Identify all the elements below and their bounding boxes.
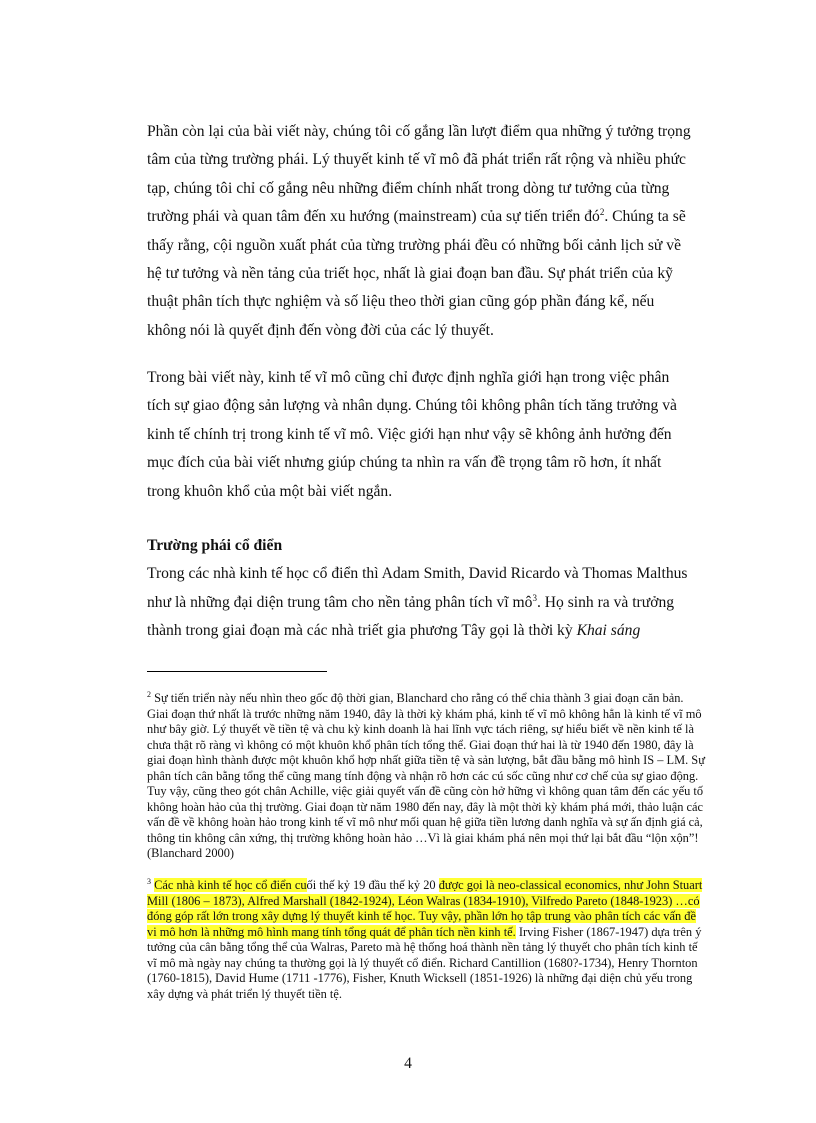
paragraph-2-text: Trong bài viết này, kinh tế vĩ mô cũng chỉ được định nghĩa giới hạn trong việc phân tích sự giao động sản lượng và nhân dụng. Chúng tôi không phân tích tăng trưởng và kinh tế chính trị trong kinh tế vĩ mô. Việc giới hạn như vậy sẽ không ảnh hưởng đến mục đích của bài viết nhưng giúp chúng ta nhìn ra vấn đề trọng tâm rõ hơn, ít nhất trong khuôn khổ của một bài viết ngắn. — [147, 369, 677, 500]
footnote-ref-3[interactable]: 3 — [532, 592, 537, 603]
paragraph-1 — [147, 118, 695, 345]
page-number: 4 — [404, 1055, 412, 1072]
footnote-3-number: 3 — [147, 876, 151, 886]
section-text-cont: . Họ sinh ra và trưởng thành trong giai đoạn mà các nhà triết gia phương Tây gọi là thời kỳ — [147, 593, 675, 640]
paragraph-2 — [147, 364, 695, 506]
paragraph-1-text-cont: . Chúng ta sẽ thấy rằng, cội nguồn xuất phát của từng trường phái đều có những bối cảnh lịch sử về hệ tư tưởng và nền tảng của triết học, nhất là giai đoạn ban đầu. Sự phát triển của kỹ thuật phân tích thực nghiệm và số liệu theo thời gian cũng góp phần đáng kể, nếu không nói là quyết định đến vòng đời của các lý thuyết. — [147, 208, 686, 339]
footnote-3 — [147, 878, 705, 1002]
footnote-3-text-1: ối thế kỷ 19 đầu thế kỷ 20 — [306, 878, 439, 892]
paragraph-1-text: Phần còn lại của bài viết này, chúng tôi cố gắng lần lượt điểm qua những ý tưởng trọng tâm của từng trường phái. Lý thuyết kinh tế vĩ mô đã phát triển rất rộng và nhiều phức tạp, chúng tôi chỉ cố gắng nêu những điểm chính nhất trong dòng tư tưởng của từng trường phái và quan tâm đến xu hướng (mainstream) của sự tiến triển đó — [147, 123, 691, 226]
section-text: Trong các nhà kinh tế học cổ điển thì Adam Smith, David Ricardo và Thomas Malthus như là những đại diện trung tâm cho nền tảng phân tích vĩ mô — [147, 565, 688, 611]
section-classical — [147, 532, 695, 646]
footnote-ref-2[interactable]: 2 — [599, 207, 605, 218]
footnote-3-highlight-2: được gọi là neo-classical economics, như John Stuart Mill (1806 – 1873), Alfred Marshall (1842-1924), Léon Walras (1834-1910), Vilfredo Pareto (1848-1923) …có đóng góp rất lớn trong xây dựng lý thuyết kinh tế học. Tuy vậy, phần lớn họ tập trung vào phân tích các vấn đề vi mô hơn là những mô hình mang tính tổng quát để phân tích nền kinh tế. — [147, 878, 703, 939]
footnote-3-text-2: Irving Fisher (1867-1947) dựa trên ý tưởng của cân bằng tổng thể của Walras, Pareto mà hệ thống hoá thành nền tảng lý thuyết cho phân tích kinh tế vĩ mô mà ngày nay chúng ta thường gọi là lý thuyết cổ điển. Richard Cantillion (1680?-1734), Henry Thornton (1760-1815), David Hume (1711 -1776), Fisher, Knuth Wicksell (1851-1926) là những đại diện chủ yếu trong xây dựng và phát triển lý thuyết tiền tệ. — [147, 924, 702, 1001]
footnote-3-highlight-1: Các nhà kinh tế học cổ điển cu — [154, 878, 307, 892]
footnote-2 — [147, 691, 705, 862]
section-italic-term: Khai sáng — [576, 622, 641, 640]
footnote-separator — [147, 671, 327, 672]
footnote-2-text: Sự tiến triển này nếu nhìn theo gốc độ thời gian, Blanchard cho rằng có thể chia thành 3 giai đoạn căn bản. Giai đoạn thứ nhất là trước những năm 1940, đây là thời kỳ khám phá, kinh tế vĩ mô không hẳn là kinh tế vĩ mô như bây giờ. Lý thuyết về tiền tệ và chu kỳ kinh doanh là hai lĩnh vực tách riêng, sự hiểu biết về nền kinh tế là chưa thật rõ ràng vì không có một khuôn khổ phân tích tổng thể. Giai đoạn thứ hai là từ 1940 đến 1980, đây là giai đoạn hình thành được một khuôn khổ hợp nhất giữa tiền tệ và sản lượng, bắt đầu bằng mô hình IS – LM. Sự phân tích cân bằng tổng thể cũng mang tính động và nhận rõ hơn các cú sốc cũng như cơ chế của sự giao động. Tuy vậy, cũng theo gót chân Achille, việc giải quyết vấn đề cũng còn hở hững vì không quan tâm đến các yếu tố không hoàn hảo của thị trường. Giai đoạn từ năm 1980 đến nay, đây là một thời kỳ khám phá mới, thảo luận các vấn đề về không hoàn hảo trong kinh tế vĩ mô như mối quan hệ giữa tiền lương danh nghĩa và sự ấn định giá cả, thông tin không cân xứng, thị trường không hoàn hảo …Vì là giai khám phá nên mọi thứ lại bắt đầu “lộn xộn”! (Blanchard 2000) — [147, 691, 705, 860]
footnote-2-number: 2 — [147, 689, 151, 699]
section-heading: Trường phái cổ điển — [147, 537, 283, 554]
